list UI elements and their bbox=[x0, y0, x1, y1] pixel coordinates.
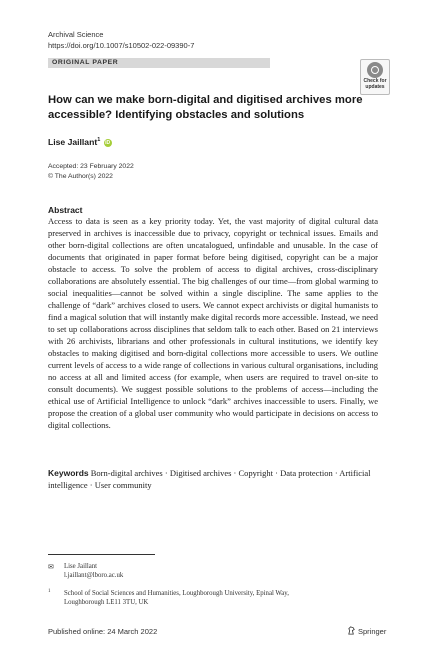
keywords bbox=[48, 467, 380, 491]
publisher-logo bbox=[347, 626, 386, 636]
article-type-label: ORIGINAL PAPER bbox=[48, 58, 270, 68]
article-dates bbox=[48, 162, 134, 182]
affiliation-line1: School of Social Sciences and Humanities, Loughborough University, Epinal Way, bbox=[64, 590, 289, 597]
orcid-icon[interactable]: iD bbox=[105, 140, 111, 146]
affiliation-line2: Loughborough LE11 3TU, UK bbox=[64, 599, 149, 606]
check-updates-line1: Check for bbox=[363, 78, 387, 84]
check-updates-icon bbox=[367, 62, 383, 78]
correspondence-email[interactable]: l.jaillant@lboro.ac.uk bbox=[64, 572, 124, 579]
correspondence-name: Lise Jaillant bbox=[64, 563, 98, 570]
envelope-icon: ✉ bbox=[48, 563, 54, 571]
abstract-heading: Abstract bbox=[48, 205, 83, 215]
journal-name: Archival Science bbox=[48, 30, 104, 39]
author-name[interactable]: Lise Jaillant bbox=[48, 137, 98, 147]
published-date: Published online: 24 March 2022 bbox=[48, 627, 158, 636]
springer-horse-icon bbox=[347, 626, 356, 635]
check-updates-line2: updates bbox=[365, 83, 385, 90]
copyright-line: © The Author(s) 2022 bbox=[48, 173, 113, 180]
footnote-divider bbox=[48, 554, 155, 555]
keywords-heading: Keywords bbox=[48, 468, 89, 478]
accepted-date: Accepted: 23 February 2022 bbox=[48, 163, 134, 170]
keywords-list: Born-digital archives · Digitised archives · Copyright · Data protection · Artificial intelligence · User community bbox=[48, 468, 371, 490]
journal-header bbox=[48, 29, 194, 51]
journal-doi[interactable]: https://doi.org/10.1007/s10502-022-09390-7 bbox=[48, 41, 195, 50]
article-title: How can we make born-digital and digitised archives more accessible? Identifying obstacles and solutions bbox=[48, 94, 363, 121]
author-affil-mark: 1 bbox=[97, 137, 101, 144]
affiliation-number: 1 bbox=[48, 589, 51, 594]
author-line bbox=[48, 137, 112, 147]
abstract-text: Access to data is seen as a key priority today. Yet, the vast majority of digital cultural data preserved in archives is inaccessible due to privacy, copyright or technical issues. Emails and other born-digital collections are often uncatalogued, unfindable and unusable. In the case of documents that originated in paper format before being digitised, copyright can be a major obstacle to access. To solve the problem of access to digital archives, cross-disciplinary collaborations are absolutely essential. The big challenges of our time—from global warming to social inequalities—cannot be solved within a single discipline. The same applies to the challenge of “dark” archives closed to users. We cannot expect archivists or digital humanists to find a magical solution that will instantly make digital records more accessible. Instead, we need to set up collaborations across disciplines that seldom talk to each other. Based on 21 interviews with 26 archivists, librarians and other professionals in cultural institutions, we identify key obstacles to making digitised and born-digital collections more accessible to users. We outline current levels of access to a wide range of collections in various cultural organisations, including no access at all and limited access (for example, when users are required to travel on-site to consult documents). We suggest possible solutions to the problems of access—including the ethical use of Artificial Intelligence to unlock “dark” archives inaccessible to users. Finally, we propose the creation of a global user community who would participate in decisions on access to digital collections. bbox=[48, 216, 378, 430]
check-for-updates-badge[interactable] bbox=[360, 59, 390, 95]
publisher-name: Springer bbox=[358, 627, 387, 636]
